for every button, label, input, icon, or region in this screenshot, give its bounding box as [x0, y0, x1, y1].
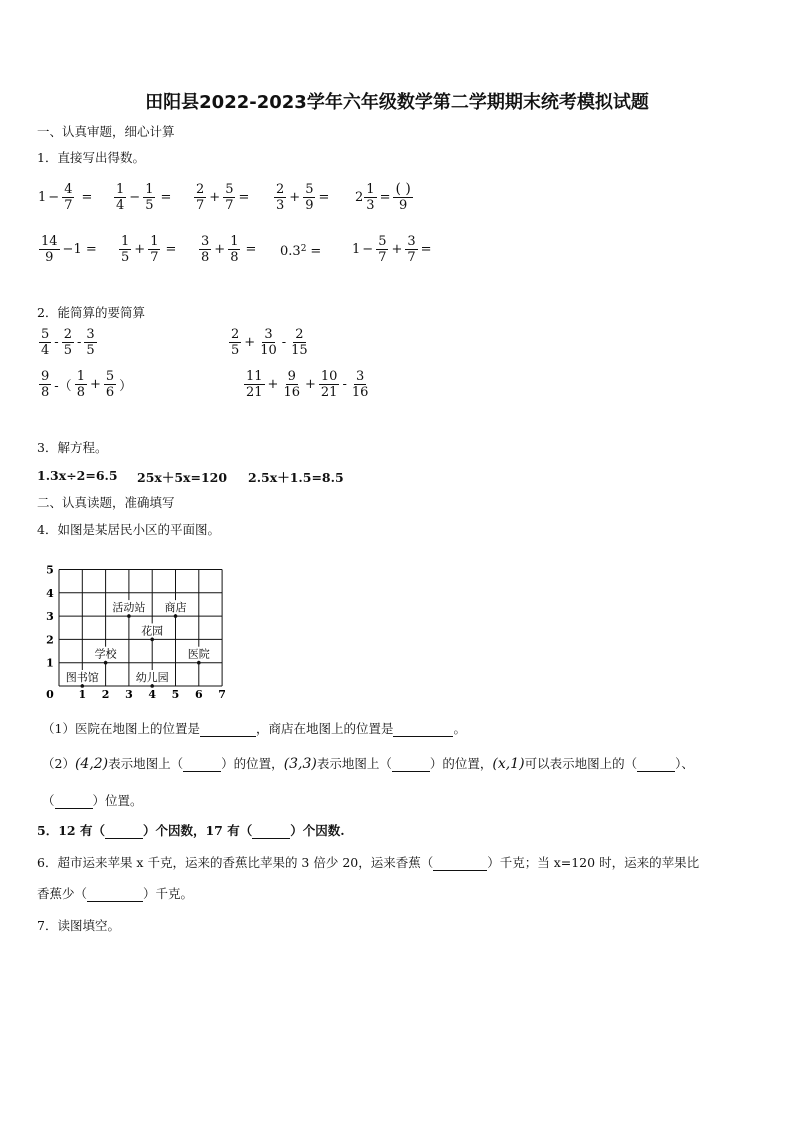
page-title: 田阳县2022-2023学年六年级数学第二学期期末统考模拟试题: [145, 92, 649, 113]
operator: +: [134, 242, 146, 257]
answer-blank[interactable]: [637, 756, 675, 772]
whole-number: 1: [352, 242, 361, 257]
fraction: $\frac{5}{6}$: [105, 369, 115, 400]
q2-expr-3: [38, 369, 134, 400]
place-point: [81, 684, 85, 688]
answer-blank[interactable]: [87, 886, 143, 902]
operator: +: [209, 190, 221, 205]
equation-3: 2.5x＋1.5=8.5: [248, 470, 344, 485]
place-point: [150, 684, 154, 688]
operator: +: [305, 377, 316, 392]
whole-number: 2: [355, 190, 364, 205]
answer-blank[interactable]: [252, 823, 290, 839]
answer-blank[interactable]: [183, 756, 221, 772]
x-tick-label: 2: [101, 688, 110, 701]
equals: =: [318, 190, 330, 205]
fraction: $\frac{2}{5}$: [231, 327, 240, 358]
answer-blank[interactable]: [433, 855, 487, 871]
fraction: $\frac{1}{8}$: [230, 234, 239, 265]
q7-label: 7．读图填空。: [37, 918, 120, 933]
fraction: $\frac{5}{9}$: [305, 182, 314, 213]
equals: =: [160, 190, 172, 205]
base: 0.3: [280, 244, 301, 259]
operator: +: [214, 242, 226, 257]
q6-line-2: 香蕉少（ ）千克。: [37, 886, 194, 901]
operator: -（: [54, 379, 72, 394]
operator: -: [281, 335, 287, 350]
operator: -: [54, 335, 59, 350]
fraction: $\frac{9}{16}$: [283, 369, 300, 400]
answer-blank[interactable]: [200, 721, 256, 737]
y-tick-label: 4: [46, 586, 54, 600]
x-tick-label: 1: [78, 688, 87, 701]
operator: +: [391, 242, 403, 257]
q1-expr-7: [118, 234, 178, 265]
fraction: $\frac{2}{7}$: [196, 182, 205, 213]
operator: −: [48, 190, 60, 205]
q2-expr-1: [38, 327, 98, 358]
exponent: 2: [300, 243, 307, 254]
equation-2: 25x＋5x=120: [137, 470, 228, 485]
q4-label: 4．如图是某居民小区的平面图。: [37, 522, 220, 537]
q2-label: 2．能简算的要简算: [37, 305, 145, 320]
answer-blank[interactable]: [55, 793, 93, 809]
fraction: $\frac{4}{7}$: [64, 182, 73, 213]
fraction: $\frac{1}{8}$: [76, 369, 85, 400]
place-label: 医院: [187, 647, 210, 661]
q3-label: 3．解方程。: [37, 440, 108, 455]
fraction: $\frac{1}{4}$: [116, 182, 125, 213]
x-tick-label: 6: [194, 688, 203, 701]
q2-expr-4: [243, 369, 371, 400]
whole-number: 1: [38, 190, 47, 205]
equals: =: [165, 242, 177, 257]
fraction: $\frac{14}{9}$: [41, 234, 58, 265]
q1-label: 1．直接写出得数。: [37, 150, 145, 165]
answer-fraction: $\frac{( )}{9}$: [395, 181, 411, 213]
q1-expr-9: [280, 244, 323, 259]
x-tick-label: 5: [171, 688, 180, 701]
answer-blank[interactable]: [393, 721, 453, 737]
y-tick-label: 1: [46, 656, 54, 670]
section-2-heading: 二、认真读题，准确填写: [37, 495, 175, 510]
x-tick-label: 7: [218, 688, 226, 701]
q1-expr-8: [198, 234, 258, 265]
fraction: $\frac{10}{21}$: [320, 369, 338, 400]
place-label: 幼儿园: [135, 671, 169, 684]
fraction: $\frac{1}{5}$: [145, 182, 154, 213]
community-map: [40, 555, 240, 705]
place-label: 学校: [94, 647, 117, 661]
q1-expr-5: [355, 182, 414, 213]
q6-line-1: 6．超市运来苹果 x 千克，运来的香蕉比苹果的 3 倍少 20，运来香蕉（ ）千克；当 x=120 时，运来的苹果比: [37, 855, 700, 870]
place-point: [150, 638, 154, 642]
q4-sub2-cont: （ ）位置。: [42, 793, 143, 808]
y-tick-label: 2: [46, 633, 54, 647]
fraction: $\frac{9}{8}$: [41, 369, 50, 400]
paren: ）: [119, 379, 133, 394]
operator: +: [289, 190, 301, 205]
fraction: $\frac{3}{5}$: [86, 327, 95, 358]
fraction: $\frac{2}{3}$: [276, 182, 285, 213]
operator: −: [362, 242, 374, 257]
q2-expr-2: [228, 327, 311, 358]
place-point: [127, 614, 131, 618]
operator: −: [129, 190, 141, 205]
fraction: $\frac{3}{8}$: [201, 234, 210, 265]
x-tick-label: 3: [125, 688, 133, 701]
q4-sub2: （2）(4,2)表示地图上（ ）的位置，(3,3)表示地图上（ ）的位置，(x,1)可以表示地图上的（ ）、: [42, 756, 694, 772]
place-point: [197, 661, 201, 665]
fraction: $\frac{5}{7}$: [378, 234, 387, 265]
equals: =: [310, 244, 322, 259]
place-label: 商店: [164, 601, 187, 615]
fraction: $\frac{3}{16}$: [351, 369, 369, 400]
fraction: $\frac{1}{5}$: [121, 234, 130, 265]
section-1-heading: 一、认真审题，细心计算: [37, 124, 175, 139]
place-label: 图书馆: [65, 671, 99, 684]
place-point: [104, 661, 108, 665]
equals: =: [81, 190, 93, 205]
q4-sub1: （1）医院在地图上的位置是 ，商店在地图上的位置是 。: [42, 721, 466, 736]
y-tick-label: 5: [46, 563, 54, 577]
place-label: 花园: [141, 624, 164, 638]
q5: 5．12 有（ ）个因数，17 有（ ）个因数.: [37, 823, 345, 838]
fraction: $\frac{2}{5}$: [63, 327, 72, 358]
q1-expr-6: [38, 234, 99, 265]
operator: -: [76, 335, 82, 350]
fraction: $\frac{11}{21}$: [246, 369, 263, 400]
q1-expr-3: [193, 182, 251, 213]
q1-expr-2: [113, 182, 173, 213]
q1-expr-4: [273, 182, 331, 213]
fraction: $\frac{3}{10}$: [260, 327, 277, 358]
equals: =: [238, 190, 250, 205]
equation-1: 1.3x÷2=6.5: [37, 468, 118, 483]
equals: =: [245, 242, 257, 257]
fraction: $\frac{1}{7}$: [150, 234, 159, 265]
equals: =: [379, 190, 391, 205]
fraction: $\frac{5}{4}$: [41, 327, 50, 358]
answer-blank[interactable]: [105, 823, 143, 839]
place-point: [174, 614, 178, 618]
operator: +: [244, 335, 256, 350]
equals: =: [420, 242, 432, 257]
operator: −1 =: [62, 242, 97, 257]
fraction: $\frac{5}{7}$: [225, 182, 234, 213]
place-label: 活动站: [112, 601, 146, 615]
x-tick-label: 0: [46, 688, 54, 701]
operator: -: [342, 377, 347, 392]
y-tick-label: 3: [46, 610, 54, 624]
q1-expr-10: [352, 234, 434, 265]
operator: +: [89, 377, 101, 392]
fraction: $\frac{3}{7}$: [407, 234, 416, 265]
grid-places: [62, 600, 219, 688]
operator: +: [267, 377, 279, 392]
fraction: $\frac{1}{3}$: [366, 182, 375, 213]
fraction: $\frac{2}{15}$: [291, 327, 308, 358]
x-tick-label: 4: [148, 688, 157, 701]
q1-expr-1: [38, 182, 94, 213]
answer-blank[interactable]: [392, 756, 430, 772]
